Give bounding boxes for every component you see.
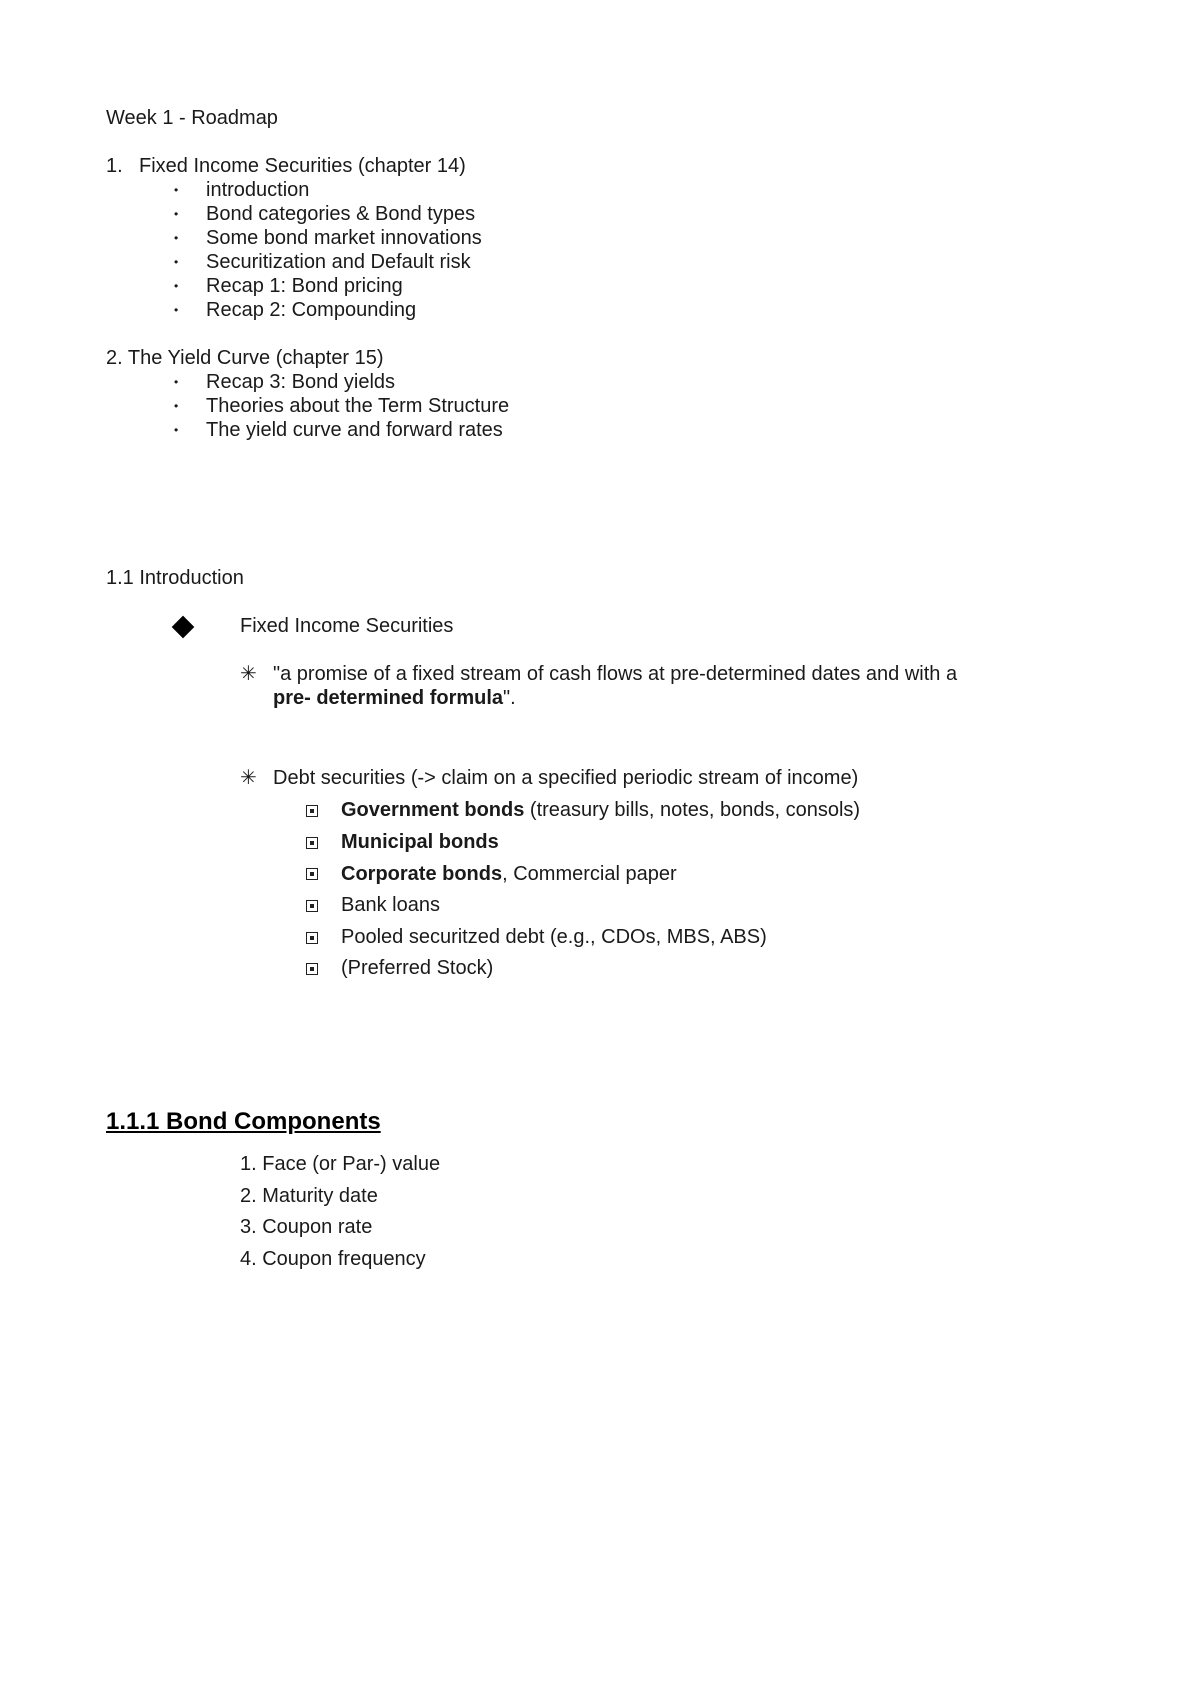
definition-end: ". [503,687,516,709]
roadmap-item: Bond categories & Bond types [206,203,476,225]
asterisk-bullet-icon: ✳ [240,767,257,789]
small-bullet-icon: • [174,183,179,197]
diamond-bullet-icon [172,616,195,639]
component-item: 3. Coupon rate [240,1216,373,1238]
roadmap-item: Recap 2: Compounding [206,299,417,321]
debt-item-bold: Municipal bonds [341,831,499,853]
definition-line1: "a promise of a fixed stream of cash flows at pre-determined dates and with a [273,663,958,685]
debt-item [341,956,493,980]
square-box-bullet-icon [306,932,318,944]
debt-item-bold: Government bonds [341,799,525,821]
debt-item-rest: , Commercial paper [502,863,677,885]
debt-securities-line: Debt securities (-> claim on a specified periodic stream of income) [273,767,859,789]
intro-title: 1.1 Introduction [106,567,244,589]
small-bullet-icon: • [174,399,179,413]
roadmap-item: Some bond market innovations [206,227,482,249]
debt-item-rest: (Preferred Stock) [341,957,494,979]
component-item: 4. Coupon frequency [240,1248,426,1270]
debt-item-rest: Pooled securitzed debt (e.g., CDOs, MBS, ABS) [341,926,767,948]
debt-item [341,893,440,917]
roadmap-item: introduction [206,179,310,201]
small-bullet-icon: • [174,375,179,389]
intro-topic: Fixed Income Securities [240,615,454,637]
components-heading: 1.1.1 Bond Components [106,1108,381,1135]
square-box-bullet-icon [306,900,318,912]
roadmap-item: The yield curve and forward rates [206,419,503,441]
debt-item [341,862,677,886]
small-bullet-icon: • [174,303,179,317]
small-bullet-icon: • [174,279,179,293]
square-box-bullet-icon [306,963,318,975]
roadmap-section1-number: 1. [106,155,123,177]
debt-item-bold: Corporate bonds [341,863,503,885]
component-item: 1. Face (or Par-) value [240,1153,441,1175]
roadmap-title: Week 1 - Roadmap [106,107,278,129]
definition-bold: pre- determined formula [273,687,504,709]
roadmap-item: Recap 3: Bond yields [206,371,396,393]
small-bullet-icon: • [174,207,179,221]
small-bullet-icon: • [174,255,179,269]
debt-item-rest: Bank loans [341,894,440,916]
roadmap-section2-title: 2. The Yield Curve (chapter 15) [106,347,384,369]
square-box-bullet-icon [306,837,318,849]
roadmap-item: Theories about the Term Structure [206,395,510,417]
square-box-bullet-icon [306,805,318,817]
asterisk-bullet-icon: ✳ [240,663,257,685]
roadmap-item: Securitization and Default risk [206,251,471,273]
component-item: 2. Maturity date [240,1185,378,1207]
square-box-bullet-icon [306,868,318,880]
debt-item [341,798,860,822]
debt-item-rest: (treasury bills, notes, bonds, consols) [524,799,861,821]
debt-item [341,925,767,949]
roadmap-item: Recap 1: Bond pricing [206,275,403,297]
definition-line2 [273,686,516,710]
small-bullet-icon: • [174,231,179,245]
debt-item [341,830,499,854]
small-bullet-icon: • [174,423,179,437]
roadmap-section1-title: Fixed Income Securities (chapter 14) [139,155,466,177]
